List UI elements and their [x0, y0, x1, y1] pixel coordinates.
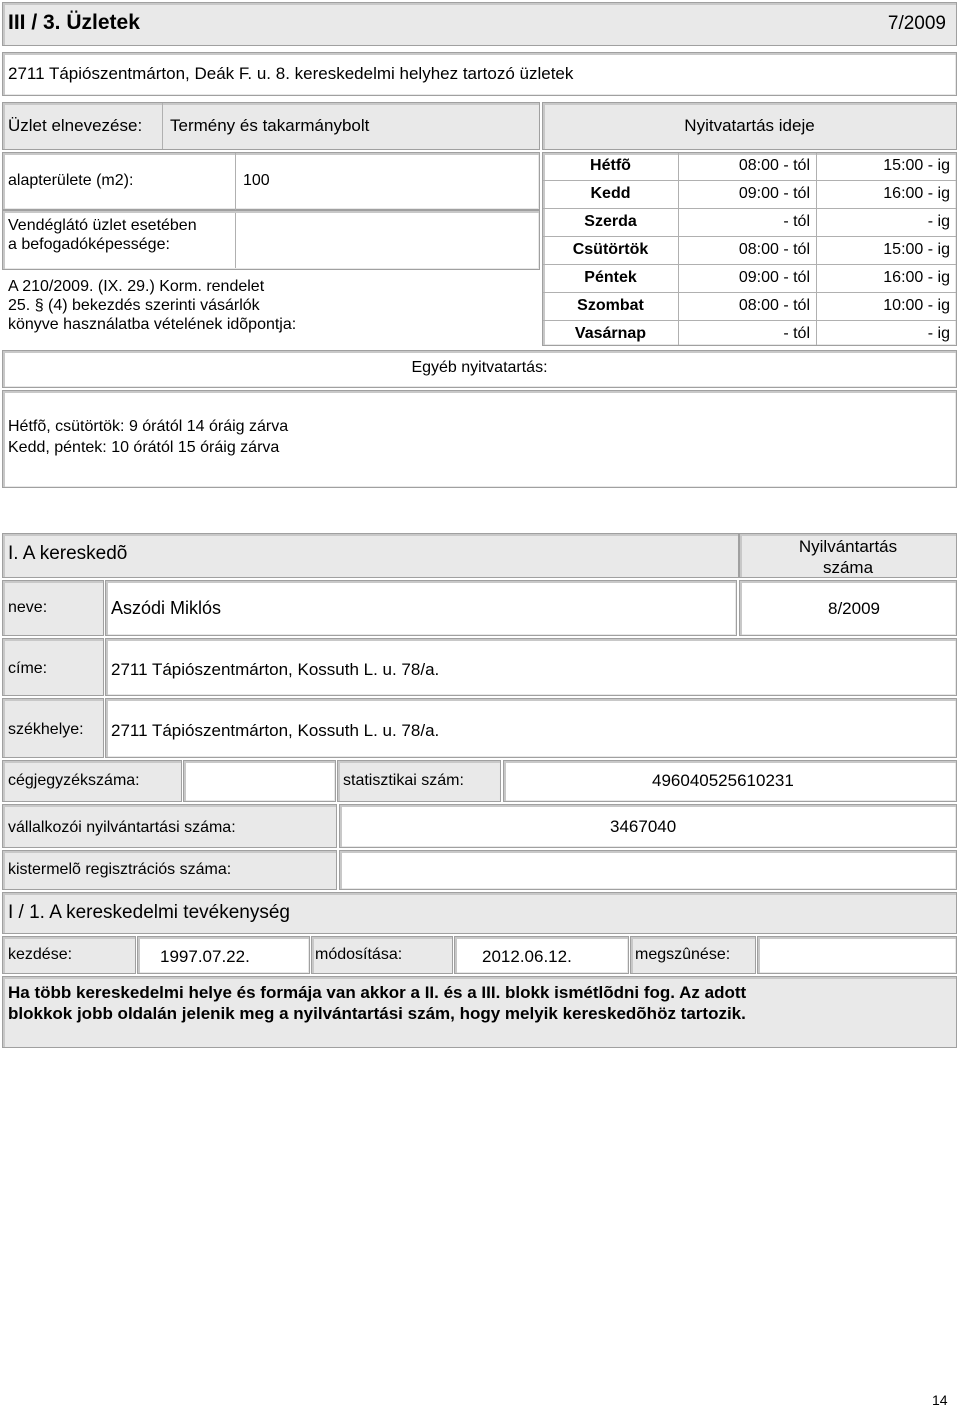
- activity-section-title: I / 1. A kereskedelmi tevékenység: [8, 902, 290, 923]
- opening-to: 15:00 - ig: [883, 157, 950, 174]
- opening-from: 08:00 - tól: [738, 157, 810, 174]
- company-reg-cell: [183, 760, 336, 802]
- section-title: III / 3. Üzletek: [8, 11, 140, 34]
- address-label: címe:: [8, 660, 48, 677]
- day-label: Péntek: [584, 269, 637, 286]
- opening-to: 16:00 - ig: [883, 185, 950, 202]
- opening-from: 09:00 - tól: [738, 269, 810, 286]
- opening-to: 16:00 - ig: [883, 269, 950, 286]
- doc-number: 7/2009: [887, 13, 946, 34]
- start-value: 1997.07.22.: [160, 947, 250, 966]
- end-label: megszûnése:: [635, 946, 731, 963]
- modified-value: 2012.06.12.: [482, 947, 572, 966]
- company-reg-label: cégjegyzékszáma:: [8, 772, 140, 789]
- shop-name-label: Üzlet elnevezése:: [8, 116, 143, 135]
- area-label: alapterülete (m2):: [8, 172, 134, 189]
- start-label: kezdése:: [8, 946, 73, 963]
- opening-from: - tól: [783, 325, 810, 342]
- modified-label: módosítása:: [315, 946, 403, 963]
- opening-from: 09:00 - tól: [738, 185, 810, 202]
- shop-name-value: Termény és takarmánybolt: [170, 116, 370, 135]
- seat-label: székhelye:: [8, 721, 84, 738]
- stat-value: 496040525610231: [652, 771, 794, 790]
- other-hours-line-2: Kedd, péntek: 10 órától 15 óráig zárva: [8, 439, 280, 456]
- capacity-label-1: Vendéglátó üzlet esetében: [8, 217, 197, 234]
- producer-cell: [339, 850, 957, 890]
- opening-to: 10:00 - ig: [883, 297, 950, 314]
- entrepreneur-label: vállalkozói nyilvántartási száma:: [8, 819, 236, 836]
- location-line: 2711 Tápiószentmárton, Deák F. u. 8. kereskedelmi helyhez tartozó üzletek: [8, 64, 574, 83]
- opening-from: 08:00 - tól: [738, 241, 810, 258]
- reg-label-2: száma: [822, 558, 874, 577]
- regulation-label-3: könyve használatba vételének idõpontja:: [8, 316, 297, 333]
- opening-to: 15:00 - ig: [883, 241, 950, 258]
- trader-section-title: I. A kereskedõ: [8, 543, 128, 564]
- reg-label-1: Nyilvántartás: [798, 537, 898, 556]
- trader-name-value: Aszódi Miklós: [111, 598, 222, 618]
- day-label: Kedd: [590, 185, 631, 202]
- entrepreneur-value: 3467040: [610, 817, 677, 836]
- day-label: Hétfõ: [590, 157, 631, 174]
- other-hours-label: Egyéb nyitvatartás:: [411, 359, 548, 376]
- regulation-label-1: A 210/2009. (IX. 29.) Korm. rendelet: [8, 278, 265, 295]
- opening-to: - ig: [927, 213, 950, 230]
- trader-name-label: neve:: [8, 599, 48, 616]
- capacity-label-2: a befogadóképessége:: [8, 236, 170, 253]
- reg-number: 8/2009: [828, 599, 880, 618]
- area-value: 100: [243, 172, 270, 189]
- opening-from: 08:00 - tól: [738, 297, 810, 314]
- page-number: 14: [932, 1392, 948, 1408]
- section-header: [2, 2, 957, 46]
- day-label: Vasárnap: [574, 325, 647, 342]
- address-value: 2711 Tápiószentmárton, Kossuth L. u. 78/a.: [111, 660, 440, 679]
- producer-label: kistermelõ regisztrációs száma:: [8, 861, 232, 878]
- end-cell: [757, 936, 957, 974]
- other-hours-line-1: Hétfõ, csütörtök: 9 órától 14 óráig zárva: [8, 418, 289, 435]
- note-text: Ha több kereskedelmi helye és formája van akkor a II. és a III. blokk ismétlõdni fog. Az adott blokkok jobb oldalán jelenik meg a nyilvántartási szám, hogy melyik kereskedõhöz tartozik.: [8, 983, 747, 1023]
- opening-hours-title: Nyitvatartás ideje: [684, 116, 815, 135]
- day-label: Szombat: [577, 297, 644, 314]
- opening-to: - ig: [927, 325, 950, 342]
- seat-value: 2711 Tápiószentmárton, Kossuth L. u. 78/a.: [111, 721, 440, 740]
- opening-from: - tól: [783, 213, 810, 230]
- day-label: Csütörtök: [572, 241, 649, 258]
- stat-label: statisztikai szám:: [343, 772, 464, 789]
- regulation-label-2: 25. § (4) bekezdés szerinti vásárlók: [8, 297, 260, 314]
- day-label: Szerda: [584, 213, 637, 230]
